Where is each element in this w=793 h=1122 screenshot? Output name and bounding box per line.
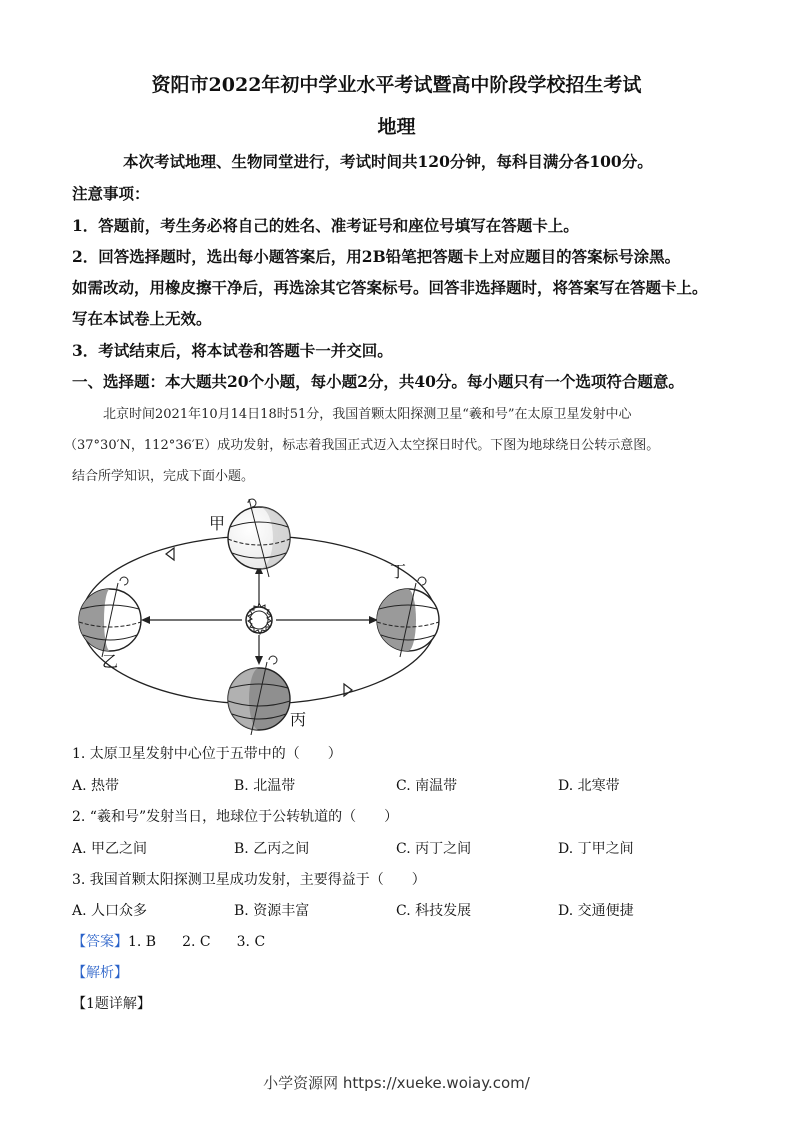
question-3-option-c: C. 科技发展 — [396, 903, 472, 919]
sun-icon — [246, 603, 272, 634]
notes-item-2: 2．回答选择题时，选出每小题答案后，用2B铅笔把答题卡上对应题目的答案标号涂黑。 — [72, 247, 681, 266]
question-3-option-a: A. 人口众多 — [72, 903, 148, 919]
answer-2: 2. C — [182, 934, 211, 950]
notes-item-1: 1．答题前，考生务必将自己的姓名、准考证号和座位号填写在答题卡上。 — [72, 216, 579, 235]
question-1-option-b: B. 北温带 — [234, 778, 296, 794]
question-3-stem: 3. 我国首颗太阳探测卫星成功发射，主要得益于（ ） — [72, 872, 426, 888]
exam-title: 资阳市2022年初中学业水平考试暨高中阶段学校招生考试 — [151, 74, 642, 96]
notes-item-2-continued: 如需改动，用橡皮擦干净后，再选涂其它答案标号。回答非选择题时，将答案写在答题卡上。 — [72, 278, 708, 297]
earth-globe-icon — [228, 499, 290, 577]
question-2-option-a: A. 甲乙之间 — [72, 841, 148, 857]
question-1-option-c: C. 南温带 — [396, 778, 458, 794]
passage-line-1: 北京时间2021年10月14日18时51分，我国首颗太阳探测卫星“羲和号”在太原卫星发射中心 — [103, 407, 632, 422]
orbit-direction-arrow-icon — [344, 684, 352, 696]
question-1-stem: 1. 太原卫星发射中心位于五带中的（ ） — [72, 746, 342, 762]
label-ding: 丁 — [390, 562, 407, 581]
question-3-option-d: D. 交通便捷 — [558, 903, 634, 919]
orbit-direction-arrow-icon — [166, 548, 174, 560]
label-jia: 甲 — [209, 514, 226, 533]
subject-title: 地理 — [377, 116, 416, 138]
question-3-option-b: B. 资源丰富 — [234, 903, 310, 919]
answer-label: 【答案】 — [72, 934, 128, 950]
earth-revolution-diagram — [70, 495, 450, 735]
question-2-option-c: C. 丙丁之间 — [396, 841, 472, 857]
notes-item-3: 3．考试结束后，将本试卷和答题卡一并交回。 — [72, 341, 393, 360]
question-2-option-d: D. 丁甲之间 — [558, 841, 634, 857]
question-1-option-a: A. 热带 — [72, 778, 120, 794]
answer-3: 3. C — [236, 934, 266, 950]
analysis-label: 【解析】 — [72, 965, 128, 981]
detail-heading-1: 【1题详解】 — [72, 996, 151, 1012]
exam-intro: 本次考试地理、生物同堂进行，考试时间共120分钟，每科目满分各100分。 — [123, 152, 653, 171]
passage-line-3: 结合所学知识，完成下面小题。 — [72, 469, 255, 484]
earth-globe-icon — [228, 656, 290, 735]
question-2-option-b: B. 乙丙之间 — [234, 841, 310, 857]
answer-1: 1. B — [128, 934, 157, 950]
notes-heading: 注意事项： — [72, 184, 150, 203]
passage-line-2: （37°30′N，112°36′E）成功发射，标志着我国正式迈入太空探日时代。下图为地球绕日公转示意图。 — [64, 438, 660, 453]
label-yi: 乙 — [102, 652, 119, 671]
footer-watermark: 小学资源网 https://xueke.woiay.com/ — [263, 1074, 530, 1092]
question-2-stem: 2. “羲和号”发射当日，地球位于公转轨道的（ ） — [72, 809, 399, 825]
notes-item-2-end: 写在本试卷上无效。 — [72, 309, 212, 328]
question-1-option-d: D. 北寒带 — [558, 778, 620, 794]
answer-line — [72, 931, 265, 951]
label-bing: 丙 — [290, 710, 307, 729]
section-heading: 一、选择题：本大题共20个小题，每小题2分，共40分。每小题只有一个选项符合题意。 — [72, 372, 684, 391]
